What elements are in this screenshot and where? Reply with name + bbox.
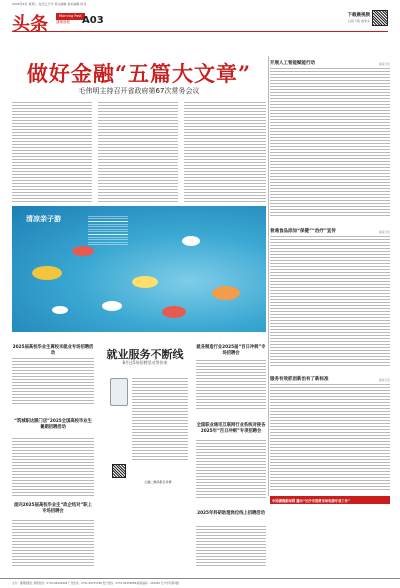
left-body-2 (12, 438, 94, 496)
mid-title-2: 全国职业通讯互联网行业系统对接各2025年“百日冲刺”专项招聘会 (196, 423, 266, 434)
story3-byline: 湖南日报 (378, 378, 390, 382)
mid-body-3 (196, 526, 266, 566)
photo-caption (88, 216, 128, 246)
date-line: 2025年6月 星期二 农历乙巳年 责任编辑 美术编辑 校对 (12, 2, 87, 6)
center-headline: 就业服务不断线 (106, 348, 184, 361)
story2-title: 普通食品添加“保健”“治疗”宣传 (270, 229, 336, 234)
mid-body-2 (196, 440, 266, 500)
lead-body-col-3 (184, 102, 266, 202)
page-number: A03 (82, 15, 104, 26)
masthead (12, 8, 388, 35)
center-body (132, 378, 188, 462)
paper-badge: Morning Post (56, 13, 85, 20)
story2-byline: 湖南日报 (378, 230, 390, 234)
left-title-3: 面向2025届高校毕业生“政企结对”职上专场招聘会 (14, 503, 92, 514)
qr-caption: 扫描二维码报名详情 (144, 480, 172, 484)
story3-title: 服务有效抓创新治有了新标准 (270, 377, 329, 382)
story1-byline: 湖南日报 (378, 62, 390, 66)
lead-body-col-2 (98, 102, 178, 202)
phone-illustration (110, 378, 128, 406)
ad-banner[interactable]: 中国潇湘新闻网 播出“长沙市消费市场电梯专项工作” (270, 496, 390, 504)
story1-title: 开展人工智能赋能行动 (270, 61, 315, 66)
story1-body (270, 68, 390, 218)
photo-title: 清凉亲子游 (26, 215, 61, 223)
left-title-2: “筑城职达跟门店”2025全国高校毕业生暑期招聘活动 (14, 419, 92, 430)
lead-headline: 做好金融“五篇大文章” (26, 61, 252, 86)
left-title-1: 2025届高校毕业生离校未就业专场招聘活动 (12, 345, 94, 356)
section-title: 头条 (12, 14, 48, 35)
qr-code-icon[interactable] (112, 464, 126, 478)
left-body-3 (12, 520, 94, 568)
footer: 主办：潇湘晨报社 新闻热线：0731-84329999 广告热线：0731-84375788 发行热线：0731-84352888 邮政编码：410005 长沙市芙蓉中路 (0, 578, 400, 588)
center-subhead: 8月这5场招聘活动等你来 (122, 360, 168, 365)
mid-body-1 (196, 360, 266, 410)
lead-body-col-1 (12, 102, 92, 202)
news-photo (12, 206, 266, 332)
app-download-title: 下载晨视频 (347, 13, 370, 18)
left-body-1 (12, 358, 94, 406)
paper-name: 潇湘晨报 (56, 20, 70, 24)
mid-title-3: 2025年科研助理岗位线上招聘活动 (197, 511, 265, 516)
bottom-section (12, 338, 388, 568)
lead-subhead: 毛伟明主持召开省政府第67次常务会议 (78, 87, 200, 95)
app-download-subtitle: 扫码下载 看更多 (348, 19, 370, 23)
qr-code-icon[interactable] (372, 10, 388, 26)
mid-title-1: 就各制造行业2025届“百日冲刺”专场招聘会 (196, 345, 266, 356)
